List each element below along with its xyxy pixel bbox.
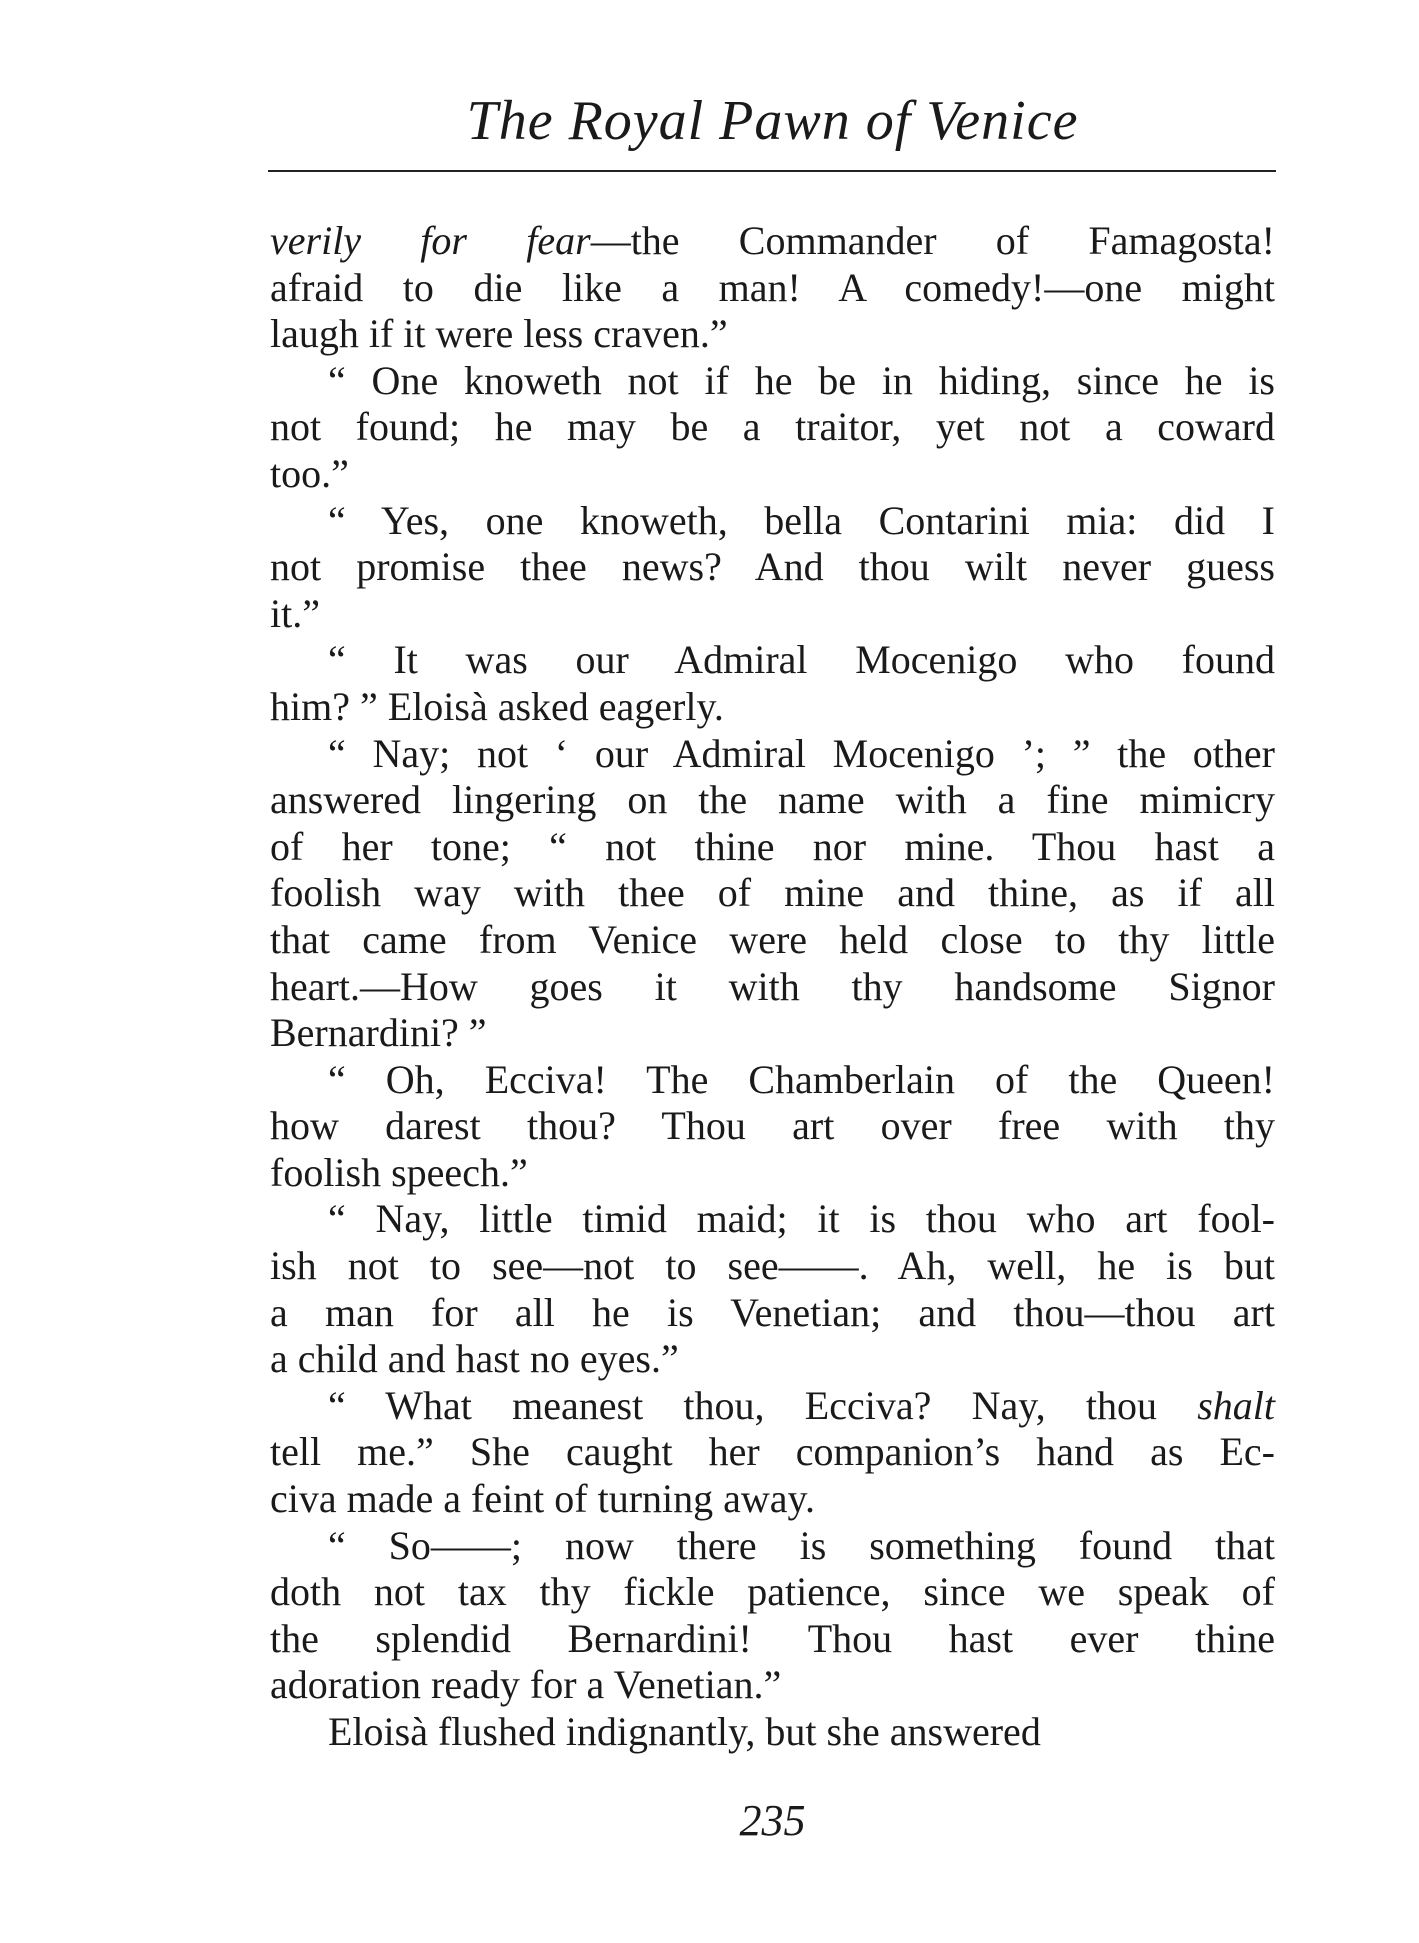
text-line: ish not to see—not to see——. Ah, well, he is but xyxy=(270,1243,1275,1289)
text-line: answered lingering on the name with a fine mimicry xyxy=(270,777,1275,823)
text-line: too.” xyxy=(270,450,349,496)
paragraph xyxy=(270,1383,1275,1523)
paragraph xyxy=(270,1709,1275,1756)
text-line: “ It was our Admiral Mocenigo who found xyxy=(328,637,1275,683)
text-line: foolish speech.” xyxy=(270,1149,528,1195)
text-line: afraid to die like a man! A comedy!—one might xyxy=(270,264,1275,310)
text-line: civa made a feint of turning away. xyxy=(270,1476,815,1522)
text-line: “ One knoweth not if he be in hiding, since he is xyxy=(328,357,1275,403)
text-line: how darest thou? Thou art over free with thy xyxy=(270,1103,1275,1149)
text-line: “ What meanest thou, Ecciva? Nay, thou shalt xyxy=(328,1382,1275,1428)
text-line: “ Oh, Ecciva! The Chamberlain of the Queen! xyxy=(328,1056,1275,1102)
text-line: him? ” Eloisà asked eagerly. xyxy=(270,683,724,729)
body-text xyxy=(270,218,1275,1756)
text-line: not promise thee news? And thou wilt never guess xyxy=(270,544,1275,590)
paragraph xyxy=(270,731,1275,1057)
paragraph xyxy=(270,637,1275,730)
paragraph xyxy=(270,1057,1275,1197)
text-line: doth not tax thy fickle patience, since we speak of xyxy=(270,1569,1275,1615)
paragraph xyxy=(270,218,1275,358)
header-rule xyxy=(268,170,1276,172)
paragraph xyxy=(270,358,1275,498)
text-line: Bernardini? ” xyxy=(270,1010,487,1056)
text-line: Eloisà flushed indignantly, but she answered xyxy=(328,1709,1041,1754)
text-line: the splendid Bernardini! Thou hast ever thine xyxy=(270,1615,1275,1661)
text-line: heart.—How goes it with thy handsome Signor xyxy=(270,963,1275,1009)
text-line: tell me.” She caught her companion’s hand as Ec- xyxy=(270,1429,1275,1475)
page-number: 235 xyxy=(739,1796,806,1845)
text-line: a man for all he is Venetian; and thou—thou art xyxy=(270,1289,1275,1335)
text-line: a child and hast no eyes.” xyxy=(270,1336,679,1382)
text-line: “ So——; now there is something found that xyxy=(328,1522,1275,1568)
text-line: adoration ready for a Venetian.” xyxy=(270,1662,782,1708)
running-head: The Royal Pawn of Venice xyxy=(466,90,1079,152)
text-line: “ Yes, one knoweth, bella Contarini mia: did I xyxy=(328,497,1275,543)
text-line: that came from Venice were held close to thy little xyxy=(270,916,1275,962)
paragraph xyxy=(270,1196,1275,1382)
text-line: “ Nay, little timid maid; it is thou who art fool- xyxy=(328,1196,1275,1242)
text-line: it.” xyxy=(270,590,320,636)
paragraph xyxy=(270,1523,1275,1709)
text-line: “ Nay; not ‘ our Admiral Mocenigo ’; ” the other xyxy=(328,730,1275,776)
text-line: laugh if it were less craven.” xyxy=(270,311,728,357)
paragraph xyxy=(270,498,1275,638)
text-line: foolish way with thee of mine and thine, as if all xyxy=(270,870,1275,916)
text-line: not found; he may be a traitor, yet not a coward xyxy=(270,404,1275,450)
text-line: verily for fear—the Commander of Famagosta! xyxy=(270,218,1275,263)
text-line: of her tone; “ not thine nor mine. Thou hast a xyxy=(270,823,1275,869)
